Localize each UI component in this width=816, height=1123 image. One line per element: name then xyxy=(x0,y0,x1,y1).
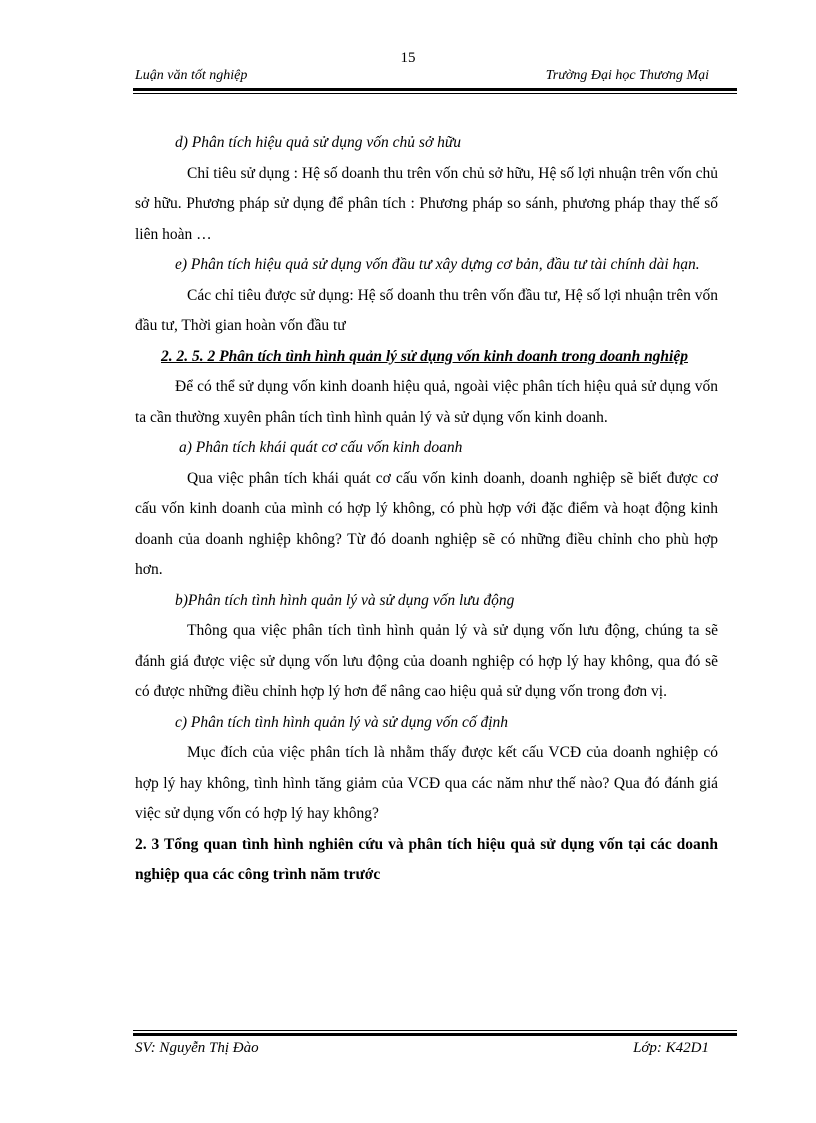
paragraph: Để có thể sử dụng vốn kinh doanh hiệu quả, ngoài việc phân tích hiệu quả sử dụng vốn ta cần thường xuyên phân tích tình hình quản lý và sử dụng vốn kinh doanh. xyxy=(135,378,718,426)
subheading-c: c) Phân tích tình hình quản lý và sử dụng vốn cố định xyxy=(175,713,509,731)
subheading-e: e) Phân tích hiệu quả sử dụng vốn đầu tư xây dựng cơ bản, đầu tư tài chính dài hạn. xyxy=(175,256,700,273)
header-rule-thin xyxy=(133,93,737,94)
page-number: 15 xyxy=(400,50,416,66)
paragraph: Chỉ tiêu sử dụng : Hệ số doanh thu trên vốn chủ sở hữu, Hệ số lợi nhuận trên vốn chủ sở hữu. Phương pháp sử dụng để phân tích : Phương pháp so sánh, phương pháp thay thế số liên hoàn … xyxy=(135,164,718,243)
paragraph: Qua việc phân tích khái quát cơ cấu vốn kinh doanh, doanh nghiệp sẽ biết được cơ cấu vốn kinh doanh của mình có hợp lý không, có phù hợp với đặc điểm và hoạt động kinh doanh của doanh nghiệp không? Từ đó doanh nghiệp sẽ có những điều chỉnh cho phù hợp hơn. xyxy=(135,469,718,578)
subheading-a: a) Phân tích khái quát cơ cấu vốn kinh doanh xyxy=(179,439,463,456)
subheading-d: d) Phân tích hiệu quả sử dụng vốn chủ sở hữu xyxy=(175,134,462,151)
header-rule-thick xyxy=(133,88,737,91)
section-heading-2-3: 2. 3 Tổng quan tình hình nghiên cứu và phân tích hiệu quả sử dụng vốn tại các doanh nghiệp qua các công trình năm trước xyxy=(135,835,718,883)
footer-right: Lớp: K42D1 xyxy=(633,1040,709,1056)
paragraph: Mục đích của việc phân tích là nhằm thấy được kết cấu VCĐ của doanh nghiệp có hợp lý hay không, tình hình tăng giảm của VCĐ qua các năm như thế nào? Qua đó đánh giá việc sử dụng vốn có hợp lý hay không? xyxy=(135,744,718,822)
section-heading-2-2-5-2: 2. 2. 5. 2 Phân tích tình hình quản lý sử dụng vốn kinh doanh trong doanh nghiệp xyxy=(161,347,688,365)
subheading-b: b)Phân tích tình hình quản lý và sử dụng vốn lưu động xyxy=(175,591,515,609)
header-right: Trường Đại học Thương Mại xyxy=(545,68,709,83)
footer-rule-thick xyxy=(133,1033,737,1036)
footer-left: SV: Nguyễn Thị Đào xyxy=(135,1040,259,1056)
paragraph: Các chỉ tiêu được sử dụng: Hệ số doanh thu trên vốn đầu tư, Hệ số lợi nhuận trên vốn đầu tư, Thời gian hoàn vốn đầu tư xyxy=(135,286,718,334)
footer-rule-thin xyxy=(133,1030,737,1031)
paragraph: Thông qua việc phân tích tình hình quản lý và sử dụng vốn lưu động, chúng ta sẽ đánh giá được việc sử dụng vốn lưu động của doanh nghiệp có hợp lý hay không, qua đó sẽ có được những điều chỉnh hợp lý hơn để nâng cao hiệu quả sử dụng vốn trong đơn vị. xyxy=(135,622,718,700)
page-body xyxy=(135,128,718,891)
header-left: Luận văn tốt nghiệp xyxy=(135,68,248,83)
page-header xyxy=(133,68,735,86)
